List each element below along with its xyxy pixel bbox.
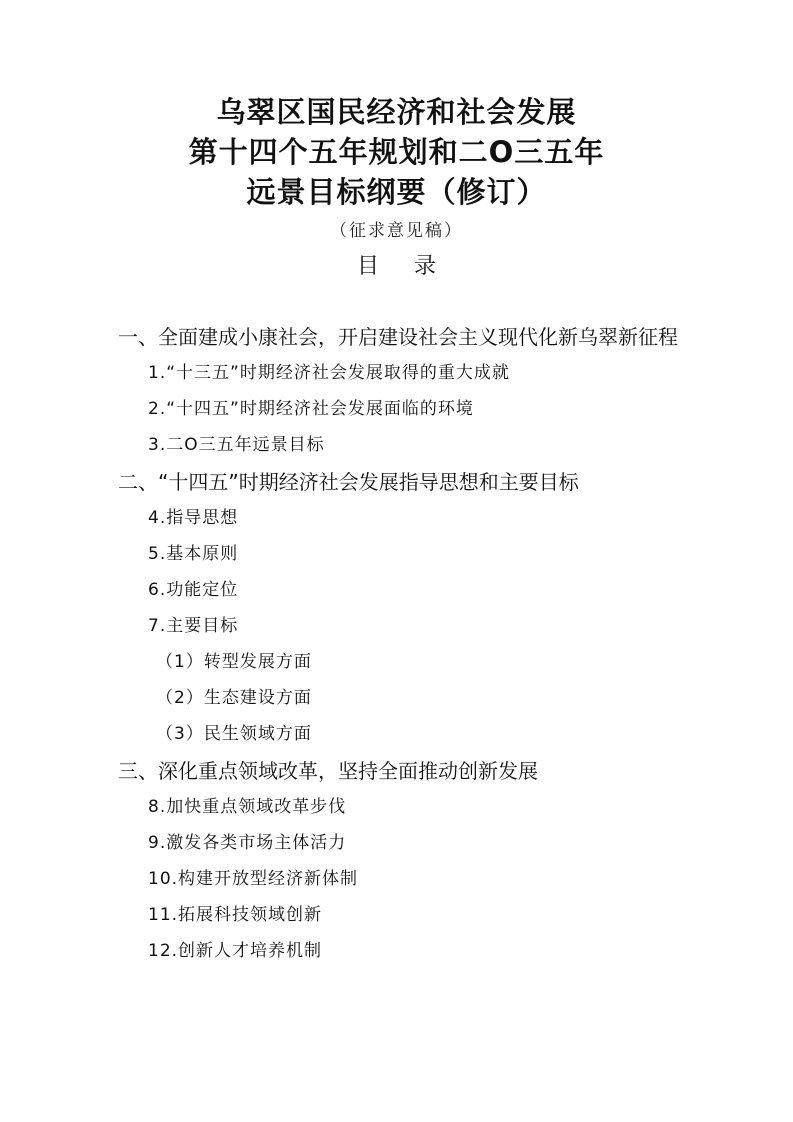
- toc-subitem[interactable]: （2）生态建设方面: [156, 688, 312, 708]
- toc-heading: 目 录: [357, 254, 450, 279]
- toc-item[interactable]: 5.基本原则: [148, 544, 239, 564]
- draft-subtitle: （征求意见稿）: [330, 221, 463, 241]
- toc-item[interactable]: 10.构建开放型经济新体制: [148, 869, 359, 889]
- toc-item[interactable]: 4.指导思想: [148, 508, 239, 528]
- toc-subitem[interactable]: （3）民生领域方面: [156, 724, 312, 744]
- toc-subitem[interactable]: （1）转型发展方面: [156, 652, 312, 672]
- toc-item[interactable]: 3.二O三五年远景目标: [148, 435, 325, 455]
- document-title-line-3: 远景目标纲要（修订）: [246, 175, 547, 209]
- toc-item[interactable]: 9.激发各类市场主体活力: [148, 833, 347, 853]
- toc-item[interactable]: 6.功能定位: [148, 580, 239, 600]
- document-title-line-2: 第十四个五年规划和二O三五年: [188, 135, 605, 169]
- toc-item[interactable]: 2.“十四五”时期经济社会发展面临的环境: [148, 399, 474, 419]
- toc-section-1[interactable]: 一、全面建成小康社会，开启建设社会主义现代化新乌翠新征程: [118, 325, 678, 349]
- toc-section-2[interactable]: 二、“十四五”时期经济社会发展指导思想和主要目标: [118, 470, 579, 494]
- toc-section-3[interactable]: 三、深化重点领域改革，坚持全面推动创新发展: [118, 759, 538, 783]
- toc-item[interactable]: 12.创新人才培养机制: [148, 941, 323, 961]
- toc-item[interactable]: 8.加快重点领域改革步伐: [148, 797, 347, 817]
- toc-item[interactable]: 7.主要目标: [148, 616, 239, 636]
- table-of-contents: [118, 318, 678, 969]
- title-block: [0, 92, 793, 284]
- toc-item[interactable]: 1.“十三五”时期经济社会发展取得的重大成就: [148, 363, 510, 383]
- document-title-line-1: 乌翠区国民经济和社会发展: [216, 95, 577, 129]
- toc-item[interactable]: 11.拓展科技领域创新: [148, 905, 323, 925]
